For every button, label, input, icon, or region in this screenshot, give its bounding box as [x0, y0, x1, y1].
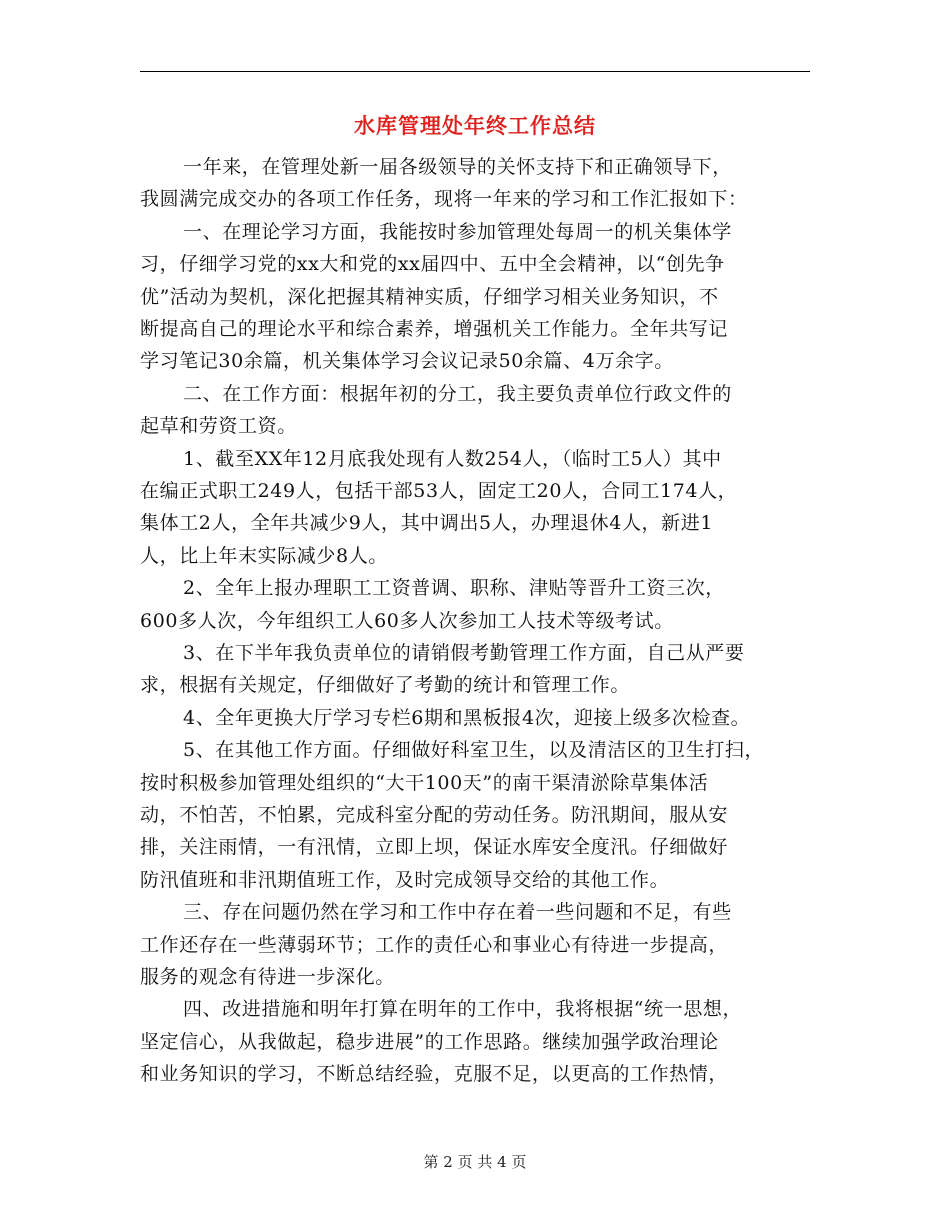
body-line: 4、全年更换大厅学习专栏6期和黑板报4次，迎接上级多次检查。	[183, 706, 751, 729]
body-line: 一、在理论学习方面，我能按时参加管理处每周一的机关集体学	[183, 220, 732, 243]
body-line: 人，比上年末实际减少8人。	[140, 544, 388, 567]
body-line: 3、在下半年我负责单位的请销假考勤管理工作方面，自己从严要	[183, 642, 745, 664]
body-line: 三、存在问题仍然在学习和工作中存在着一些问题和不足，有些	[183, 901, 732, 924]
body-line: 工作还存在一些薄弱环节；工作的责任心和事业心有待进一步提高，	[140, 933, 729, 956]
body-line: 四、改进措施和明年打算在明年的工作中，我将根据“统一思想，	[183, 998, 743, 1021]
page-footer: 第 2 页 共 4 页	[423, 1153, 527, 1171]
body-line: 优”活动为契机，深化把握其精神实质，仔细学习相关业务知识，不	[140, 285, 719, 308]
body-line: 在编正式职工249人，包括干部53人，固定工20人，合同工174人，	[140, 480, 738, 502]
body-line: 排，关注雨情，一有汛情，立即上坝，保证水库安全度汛。仔细做好	[140, 836, 729, 859]
body-line: 600多人次，今年组织工人60多人次参加工人技术等级考试。	[140, 609, 674, 632]
body-line: 2、全年上报办理职工工资普调、职称、津贴等晋升工资三次，	[183, 577, 725, 600]
body-line: 按时积极参加管理处组织的“大干100天”的南干渠清淤除草集体活	[140, 771, 709, 794]
body-line: 习，仔细学习党的xx大和党的xx届四中、五中全会精神，以“创先争	[140, 253, 725, 276]
body-line: 一年来，在管理处新一届各级领导的关怀支持下和正确领导下，	[183, 156, 732, 178]
body-line: 求，根据有关规定，仔细做好了考勤的统计和管理工作。	[140, 674, 631, 697]
body-line: 坚定信心，从我做起，稳步进展”的工作思路。继续加强学政治理论	[140, 1030, 719, 1053]
body-line: 起草和劳资工资。	[140, 415, 297, 438]
body-line: 二、在工作方面：根据年初的分工，我主要负责单位行政文件的	[183, 382, 732, 405]
body-line: 学习笔记30余篇，机关集体学习会议记录50余篇、4万余字。	[140, 350, 674, 373]
body-line: 集体工2人，全年共减少9人，其中调出5人，办理退休4人，新进1	[140, 512, 714, 535]
body-line: 5、在其他工作方面。仔细做好科室卫生，以及清洁区的卫生打扫，	[183, 739, 765, 762]
header-rule	[140, 71, 810, 72]
body-line: 1、截至XX年12月底我处现有人数254人，（临时工5人）其中	[183, 447, 722, 470]
body-line: 我圆满完成交办的各项工作任务，现将一年来的学习和工作汇报如下：	[140, 188, 748, 211]
body-line: 服务的观念有待进一步深化。	[140, 966, 395, 988]
body-line: 动，不怕苦，不怕累，完成科室分配的劳动任务。防汛期间，服从安	[140, 804, 729, 826]
body-line: 防汛值班和非汛期值班工作，及时完成领导交给的其他工作。	[140, 868, 670, 891]
body-line: 断提高自己的理论水平和综合素养，增强机关工作能力。全年共写记	[140, 318, 729, 340]
body-line: 和业务知识的学习，不断总结经验，克服不足，以更高的工作热情，	[140, 1063, 729, 1086]
document-title: 水库管理处年终工作总结	[354, 113, 596, 138]
